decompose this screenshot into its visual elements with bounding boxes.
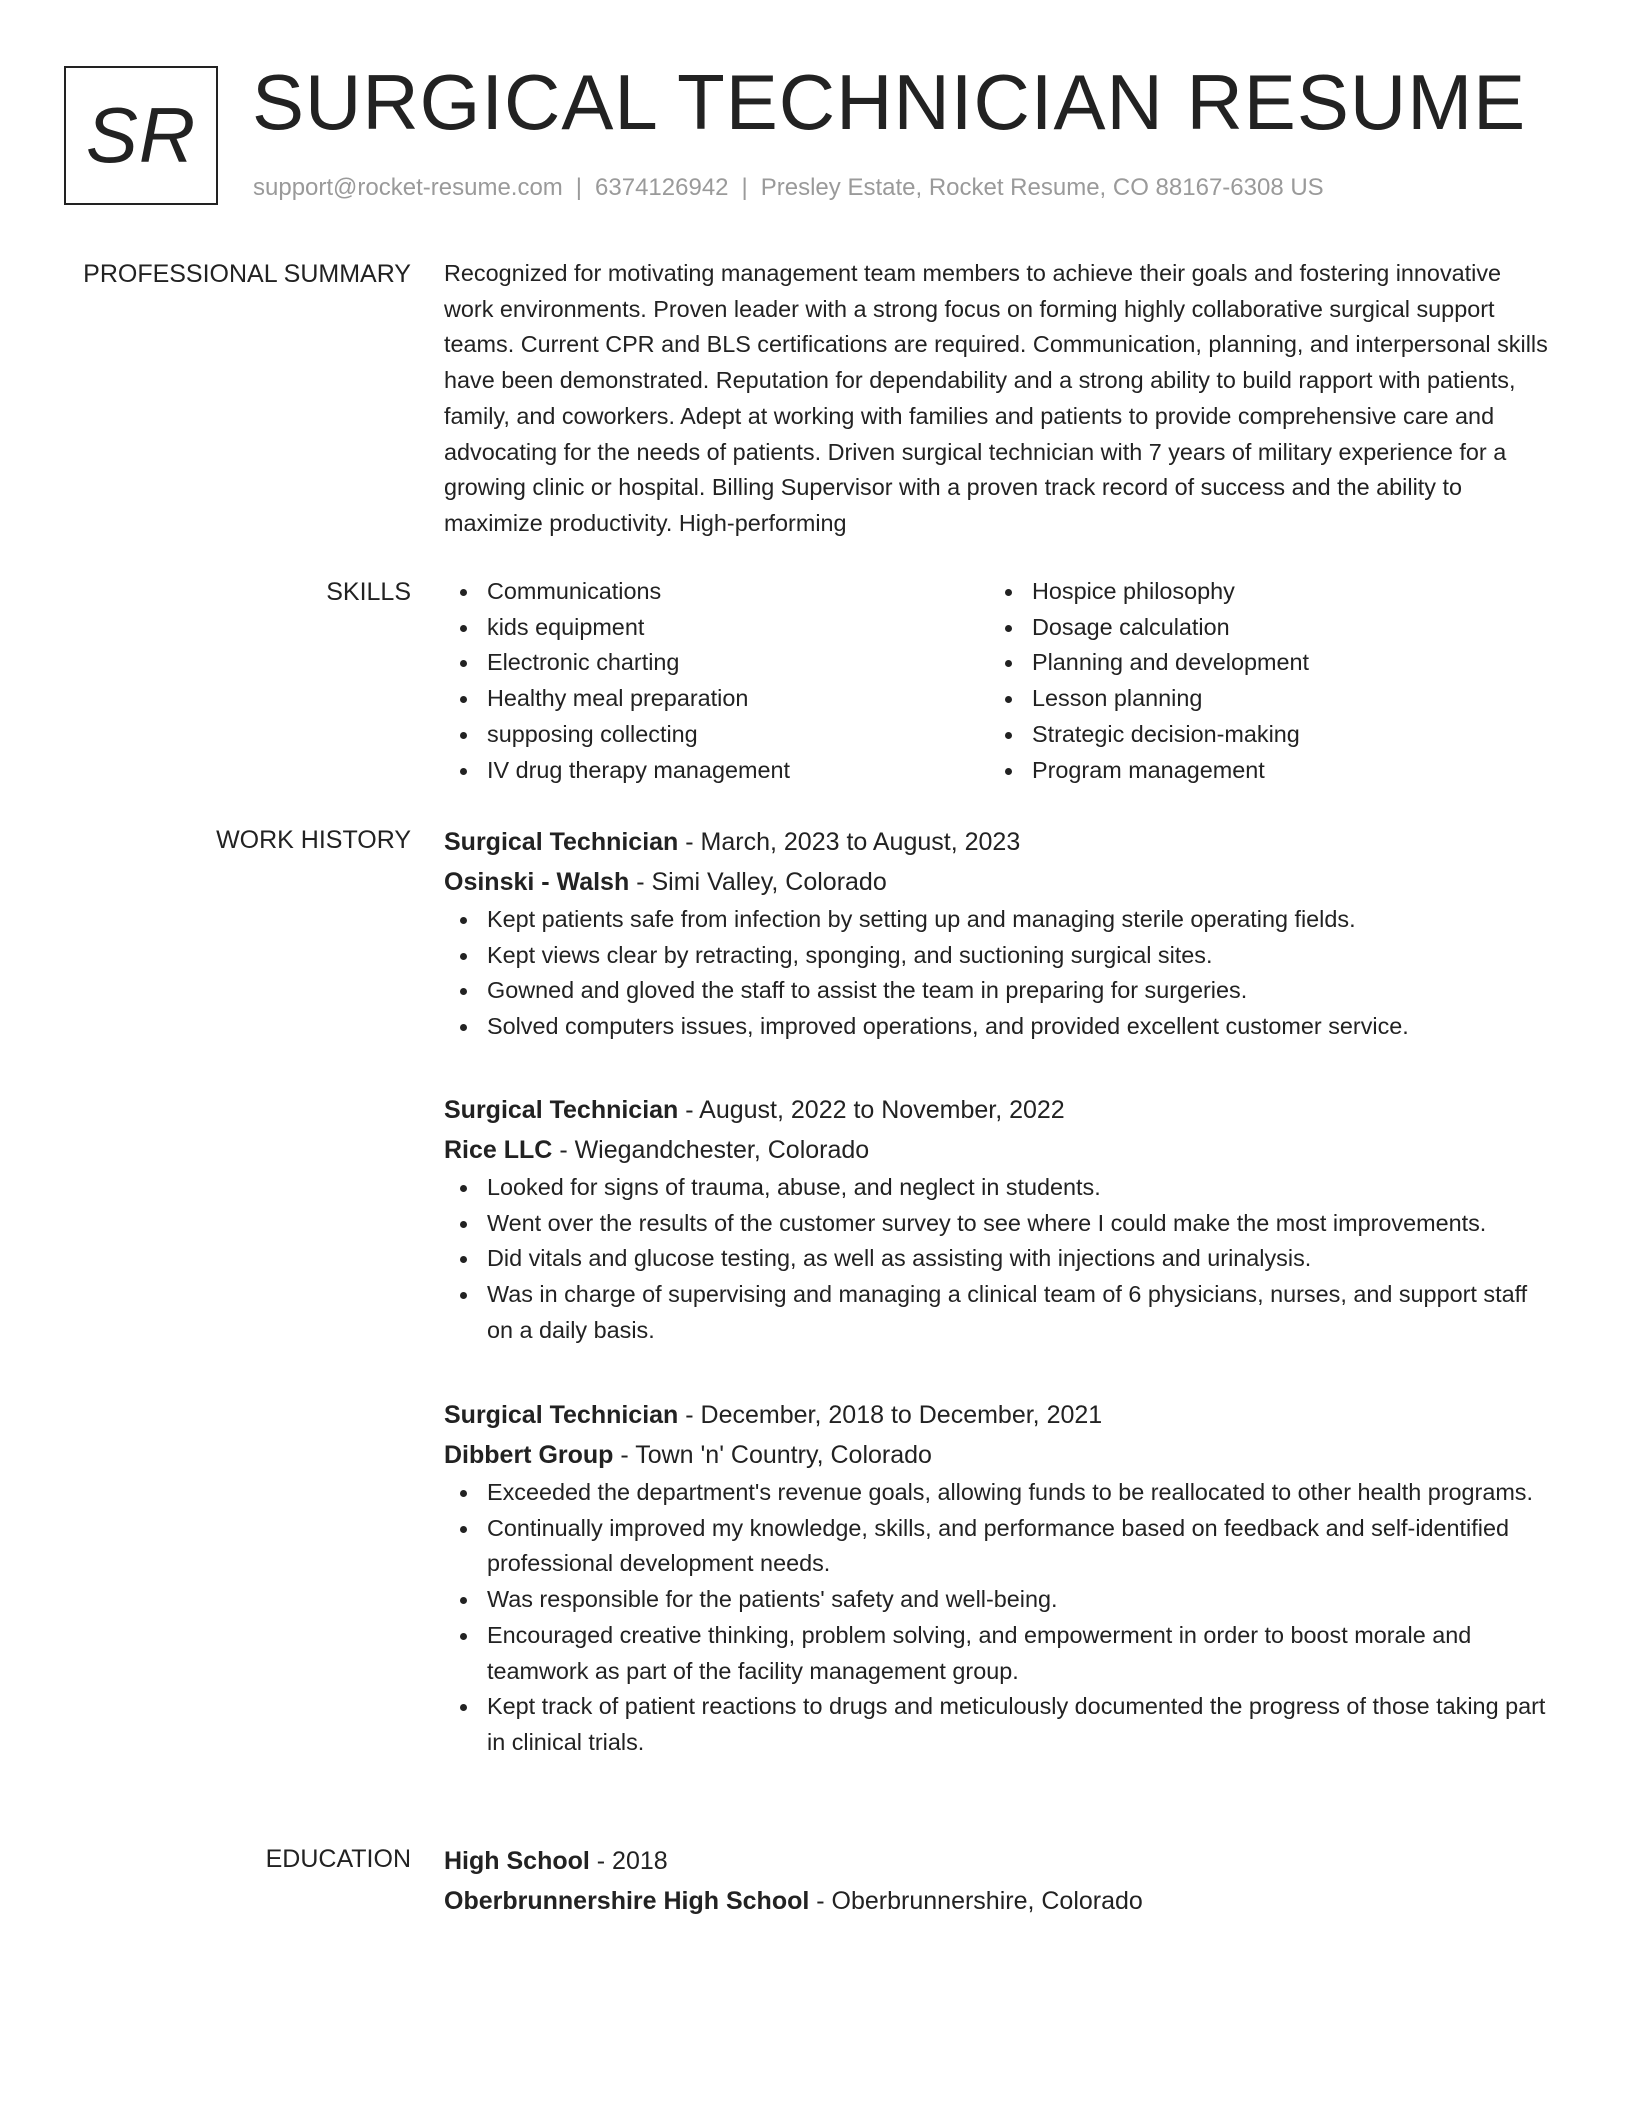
job-bullet: Did vitals and glucose testing, as well as assisting with injections and urinalysis. — [444, 1241, 1554, 1277]
contact-phone: 6374126942 — [595, 174, 729, 201]
summary-body — [444, 256, 1554, 542]
job-dates: - August, 2022 to November, 2022 — [685, 1096, 1065, 1124]
job-bullet: Solved computers issues, improved operations, and provided excellent customer service. — [444, 1009, 1554, 1045]
section-label-education: EDUCATION — [265, 1845, 411, 1873]
skill-item: Healthy meal preparation — [444, 681, 989, 717]
education-year: - 2018 — [596, 1847, 668, 1875]
skill-item: Electronic charting — [444, 645, 989, 681]
skill-item: kids equipment — [444, 610, 989, 646]
job-title: Surgical Technician — [444, 828, 679, 856]
job-dates: - December, 2018 to December, 2021 — [685, 1401, 1103, 1429]
job-bullet: Exceeded the department's revenue goals, allowing funds to be reallocated to other health programs. — [444, 1475, 1554, 1511]
skill-item: Communications — [444, 574, 989, 610]
job-bullet: Looked for signs of trauma, abuse, and neglect in students. — [444, 1170, 1554, 1206]
job-location: - Wiegandchester, Colorado — [559, 1136, 870, 1164]
job-company-line — [444, 1130, 1554, 1170]
job-company: Osinski - Walsh — [444, 868, 630, 896]
job-bullet: Was responsible for the patients' safety and well-being. — [444, 1582, 1554, 1618]
skill-item: IV drug therapy management — [444, 753, 989, 789]
job-company-line — [444, 1435, 1554, 1475]
monogram-logo — [64, 66, 218, 205]
summary-text: Recognized for motivating management team members to achieve their goals and fostering innovative work environments. Proven leader with a strong focus on forming highly collaborative surgical support teams. Current CPR and BLS certifications are required. Communication, planning, and interpersonal skills have been demonstrated. Reputation for dependability and a strong ability to build rapport with patients, family, and coworkers. Adept at working with families and patients to provide comprehensive care and advocating for the needs of patients. Driven surgical technician with 7 years of military experience for a growing clinic or hospital. Billing Supervisor with a proven track record of success and the ability to maximize productivity. High-performing — [444, 260, 1548, 536]
job-company: Dibbert Group — [444, 1441, 614, 1469]
skill-item: Dosage calculation — [989, 610, 1534, 646]
job-bullet: Kept track of patient reactions to drugs and meticulously documented the progress of those taking part in clinical trials. — [444, 1689, 1554, 1760]
contact-email: support@rocket-resume.com — [253, 174, 563, 201]
skill-item: supposing collecting — [444, 717, 989, 753]
skills-list-right — [989, 574, 1534, 788]
skill-item: Program management — [989, 753, 1534, 789]
job-bullet: Kept views clear by retracting, sponging, and suctioning surgical sites. — [444, 938, 1554, 974]
job-bullets — [444, 1170, 1554, 1349]
job-bullet: Kept patients safe from infection by setting up and managing sterile operating fields. — [444, 902, 1554, 938]
job-bullet: Gowned and gloved the staff to assist the team in preparing for surgeries. — [444, 973, 1554, 1009]
monogram-text: SR — [85, 91, 197, 179]
job-title-line — [444, 1090, 1554, 1130]
contact-address: Presley Estate, Rocket Resume, CO 88167-6308 US — [760, 174, 1324, 201]
section-label-summary: PROFESSIONAL SUMMARY — [83, 260, 411, 288]
education-location: - Oberbrunnershire, Colorado — [816, 1887, 1143, 1915]
section-label-work-history: WORK HISTORY — [216, 826, 411, 854]
education-school: Oberbrunnershire High School — [444, 1887, 810, 1915]
contact-separator: | — [575, 174, 583, 201]
education-school-line — [444, 1881, 1554, 1921]
skill-item: Lesson planning — [989, 681, 1534, 717]
job-dates: - March, 2023 to August, 2023 — [685, 828, 1021, 856]
job-bullet: Went over the results of the customer survey to see where I could make the most improvements. — [444, 1206, 1554, 1242]
job-title: Surgical Technician — [444, 1096, 679, 1124]
job-bullet: Was in charge of supervising and managing a clinical team of 6 physicians, nurses, and support staff on a daily basis. — [444, 1277, 1554, 1348]
job-bullets — [444, 1475, 1554, 1761]
job-entry — [444, 1090, 1554, 1349]
education-degree: High School — [444, 1847, 590, 1875]
job-bullet: Encouraged creative thinking, problem solving, and empowerment in order to boost morale and teamwork as part of the facility management group. — [444, 1618, 1554, 1689]
skills-body — [444, 574, 1554, 788]
section-label-skills: SKILLS — [326, 578, 411, 606]
education-body — [444, 1841, 1554, 1921]
job-entry — [444, 822, 1554, 1045]
job-title: Surgical Technician — [444, 1401, 679, 1429]
skills-list-left — [444, 574, 989, 788]
skill-item: Planning and development — [989, 645, 1534, 681]
skill-item: Strategic decision-making — [989, 717, 1534, 753]
job-company: Rice LLC — [444, 1136, 553, 1164]
education-degree-line — [444, 1841, 1554, 1881]
skill-item: Hospice philosophy — [989, 574, 1534, 610]
contact-line — [253, 174, 1324, 202]
job-bullet: Continually improved my knowledge, skills, and performance based on feedback and self-identified professional development needs. — [444, 1511, 1554, 1582]
job-location: - Town 'n' Country, Colorado — [620, 1441, 932, 1469]
job-location: - Simi Valley, Colorado — [636, 868, 887, 896]
job-title-line — [444, 822, 1554, 862]
job-bullets — [444, 902, 1554, 1045]
contact-separator: | — [741, 174, 748, 201]
job-title-line — [444, 1395, 1554, 1435]
resume-title: SURGICAL TECHNICIAN RESUME — [252, 58, 1527, 146]
job-entry — [444, 1395, 1554, 1761]
job-company-line — [444, 862, 1554, 902]
